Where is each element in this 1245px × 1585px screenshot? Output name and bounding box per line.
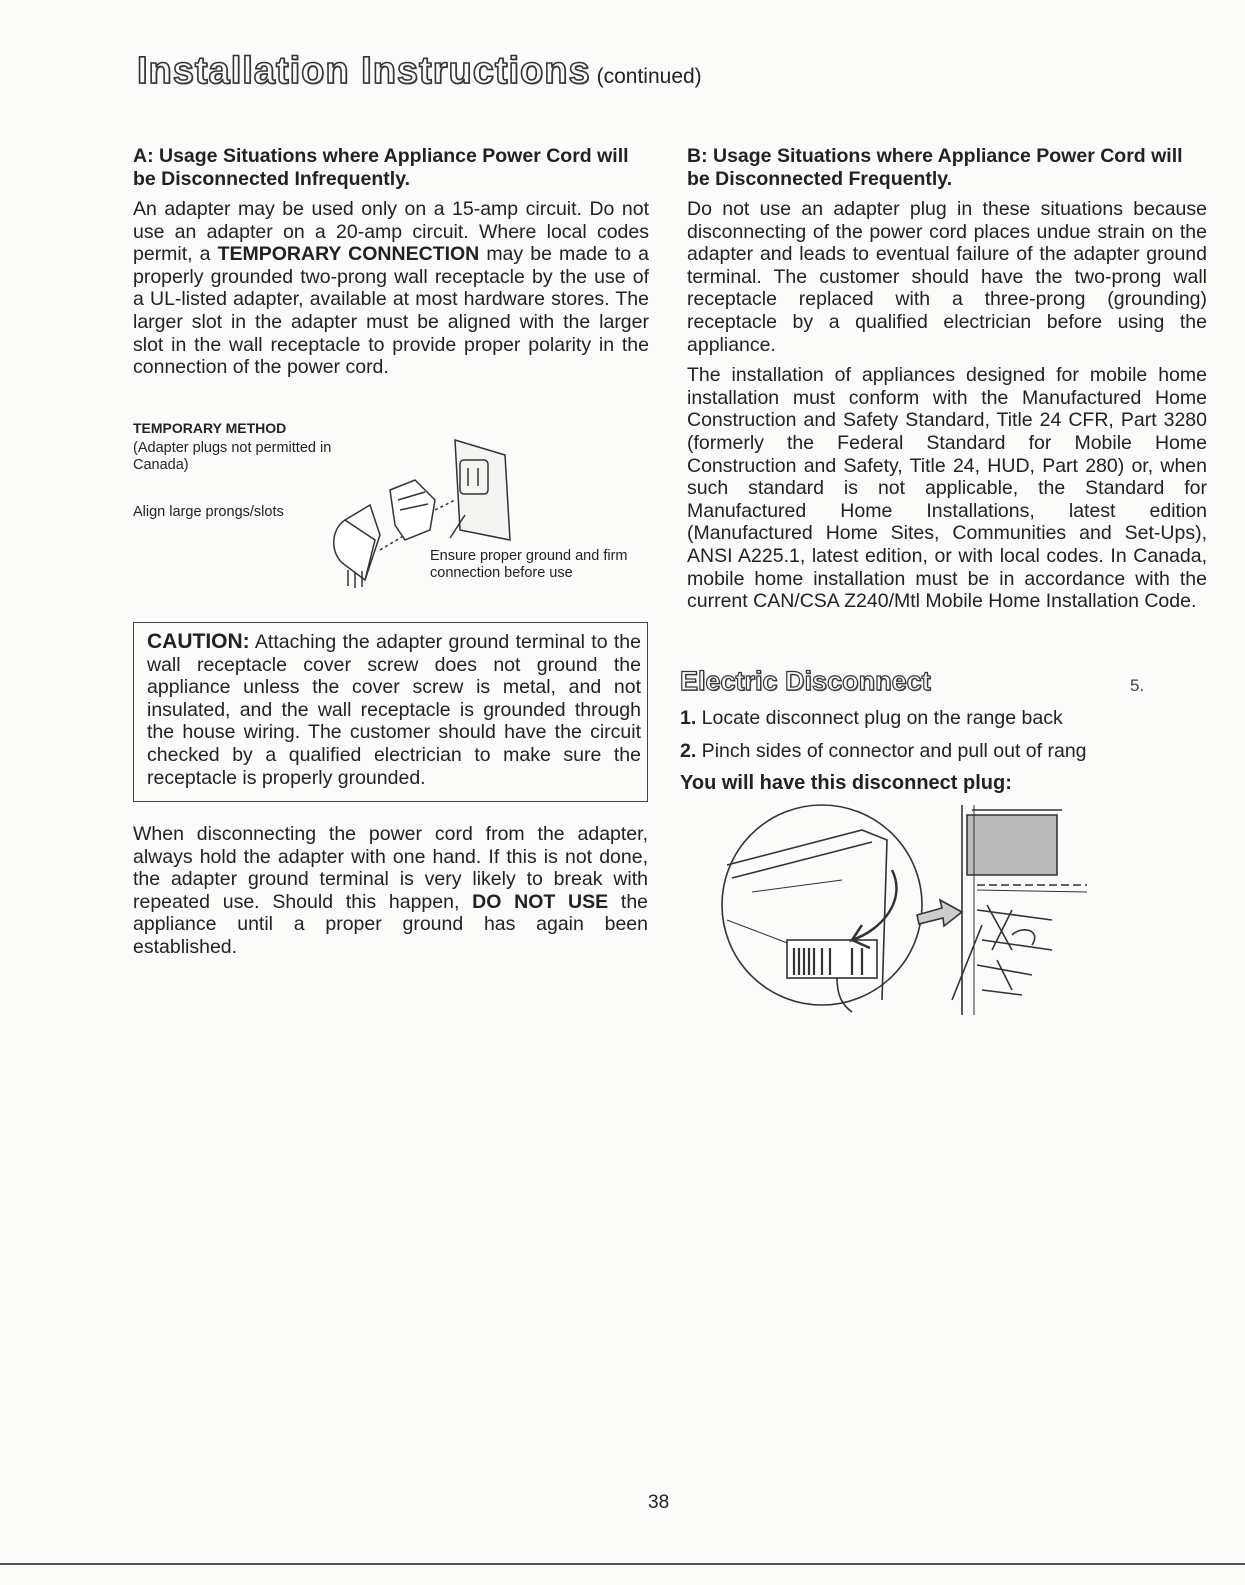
step-2-text: Pinch sides of connector and pull out of rang <box>696 740 1087 762</box>
section-a-para2-text: When disconnecting the power cord from the adapter, always hold the adapter with one hand. If this is not done, the adapter ground terminal is very likely to break with repeated use. Should this happen, <box>133 823 648 913</box>
section-b-para2: The installation of appliances designed for mobile home installation must conform with the Manufactured Home Construction and Safety Standard, Title 24 CFR, Part 3280 (formerly the Federal Standard for Mobile Home Construction and Safety, Title 24, HUD, Part 280) or, when such standard is not applicable, the Standard for Manufactured Home Installations, latest edition (Manufactured Home Sites, Communities and Set-Ups), ANSI A225.1, latest edition, or with local codes. In Canada, mobile home installation must be in accordance with the current CAN/CSA Z240/Mtl Mobile Home Installation Code. <box>687 364 1207 613</box>
section-b-para1: Do not use an adapter plug in these situations because disconnecting of the power cord places undue strain on the adapter and leads to eventual failure of the adapter ground terminal. The customer should have the two-prong wall receptacle replaced with a three-prong (grounding) receptacle by a qualified electrician before using the appliance. <box>687 198 1207 356</box>
step-1-text: Locate disconnect plug on the range back <box>696 707 1063 729</box>
section-a-heading: A: Usage Situations where Appliance Power Cord will be Disconnected Infrequently. <box>133 145 629 190</box>
section-b <box>687 145 1207 621</box>
section-a-para1-text-2: may be made to a properly grounded two-prong wall receptacle by the use of a UL-listed adapter, available at most hardware stores. The larger slot in the adapter must be aligned with the larger slot in the wall receptacle to provide proper polarity in the connection of the power cord. <box>133 243 649 379</box>
page-title-main: Installation Instructions <box>137 50 591 92</box>
figure-align-label: Align large prongs/slots <box>133 504 284 520</box>
adapter-plug-illustration <box>320 430 520 590</box>
step-1-number: 1. <box>680 707 697 729</box>
step-1 <box>680 707 1063 730</box>
caution-text: Attaching the adapter ground terminal to the wall receptacle cover screw does not ground the appliance unless the cover screw is metal, and not insulated, and the wall receptacle is grounded through the house wiring. The customer should have the circuit checked by a qualified electrician to make sure the receptacle is properly grounded. <box>147 631 641 789</box>
do-not-use-term: DO NOT USE <box>472 890 609 913</box>
figure-temporary-method-label: TEMPORARY METHOD <box>133 420 287 436</box>
section-a-para2-text-2: the appliance until a proper ground has again been established. <box>133 890 649 958</box>
figure-ensure-label: Ensure proper ground and firm connection before use <box>430 548 628 581</box>
section-a <box>133 145 649 387</box>
figure-canada-note: (Adapter plugs not permitted in Canada) <box>133 440 332 473</box>
section-a-para2 <box>133 823 648 967</box>
bottom-rule <box>0 1563 1245 1565</box>
page-number: 38 <box>648 1492 670 1513</box>
electric-disconnect-heading: Electric Disconnect <box>680 666 931 696</box>
disconnect-plug-label: You will have this disconnect plug: <box>680 772 1012 794</box>
temporary-connection-term: TEMPORARY CONNECTION <box>217 243 480 266</box>
handwritten-margin-note: 5. <box>1130 676 1145 695</box>
step-2-number: 2. <box>680 740 697 762</box>
caution-box <box>133 622 648 802</box>
page-title <box>137 50 702 93</box>
section-a-para1-text: An adapter may be used only on a 15-amp circuit. Do not use an adapter on a 20-amp circuit. Where local codes permit, a <box>133 198 649 266</box>
section-b-heading: B: Usage Situations where Appliance Power Cord will be Disconnected Frequently. <box>687 145 1183 190</box>
caution-label: CAUTION: <box>147 630 250 653</box>
step-2 <box>680 740 1087 763</box>
page-title-sub: (continued) <box>596 65 702 88</box>
section-a-para1 <box>133 198 649 379</box>
section-a-para2-body <box>133 823 648 959</box>
disconnect-plug-illustration <box>712 800 1092 1020</box>
